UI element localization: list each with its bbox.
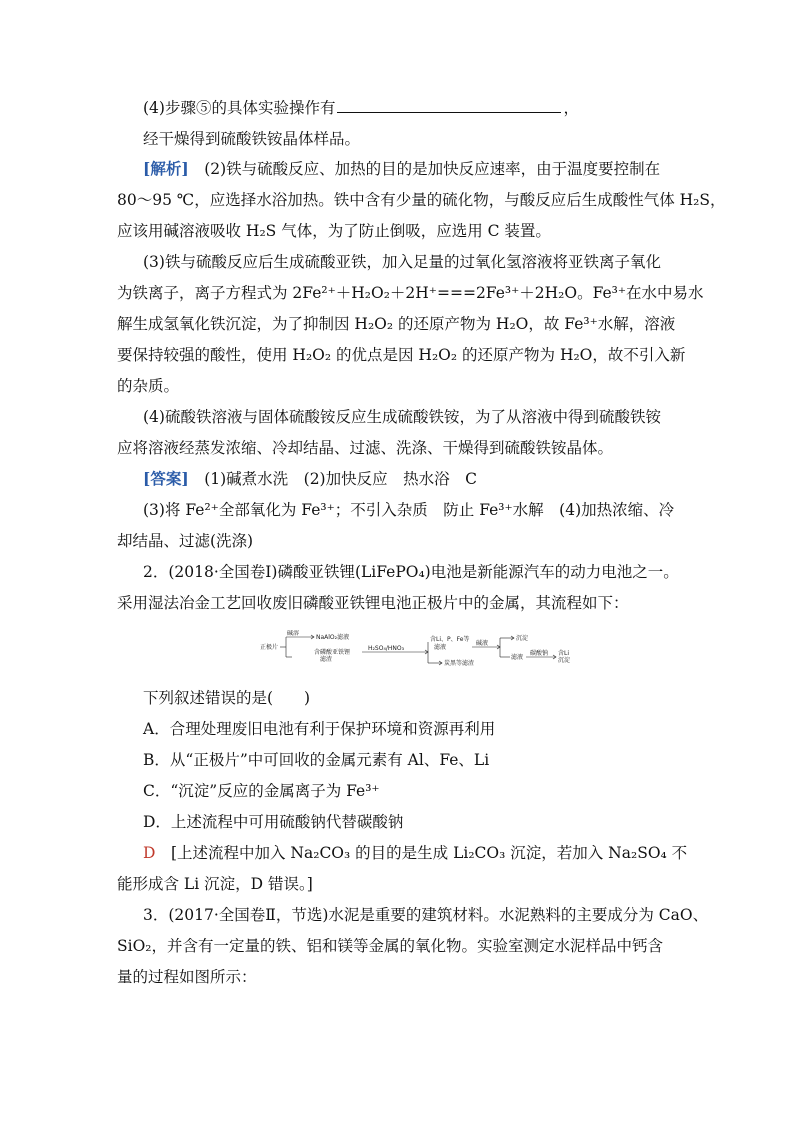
option-d: D．上述流程中可用硫酸钠代替碳酸钠 <box>143 813 404 831</box>
option-c: C．“沉淀”反应的金属离子为 Fe³⁺ <box>143 782 380 800</box>
analysis-line <box>143 159 660 179</box>
text-line: SiO₂，并含有一定量的铁、铝和镁等金属的氧化物。实验室测定水泥样品中钙含 <box>117 937 663 955</box>
text-line: (3)铁与硫酸反应后生成硫酸亚铁，加入足量的过氧化氢溶液将亚铁离子氧化 <box>143 253 661 271</box>
text-line: 要保持较强的酸性，使用 H₂O₂ 的优点是因 H₂O₂ 的还原产物为 H₂O，故不引入新 <box>117 346 686 364</box>
q4-text: (4)步骤⑤的具体实验操作有 <box>143 99 336 117</box>
flow-carbon: 炭黑等滤渣 <box>444 660 475 667</box>
option-a: A．合理处理废旧电池有利于保护环境和资源再利用 <box>143 720 496 738</box>
analysis-text: (2)铁与硫酸反应、加热的目的是加快反应速率，由于温度要控制在 <box>204 160 661 178</box>
flow-na2co3: 碳酸钠 <box>530 650 549 657</box>
flow-alkali: 碱溶 <box>287 630 300 637</box>
text-line: 80～95 ℃，应选择水浴加热。铁中含有少量的硫化物，与酸反应后生成酸性气体 H₂S， <box>117 191 726 209</box>
explanation-text: [上述流程中加入 Na₂CO₃ 的目的是生成 Li₂CO₃ 沉淀，若加入 Na₂SO₄ 不 <box>170 844 688 862</box>
text-line: 应该用碱溶液吸收 H₂S 气体，为了防止倒吸，应选用 C 装置。 <box>117 222 551 240</box>
process-flow-diagram <box>258 630 578 678</box>
text-line: 应将溶液经蒸发浓缩、冷却结晶、过滤、洗涤、干燥得到硫酸铁铵晶体。 <box>117 439 614 457</box>
text-line: 解生成氢氧化铁沉淀，为了抑制因 H₂O₂ 的还原产物为 H₂O，故 Fe³⁺水解，溶液 <box>117 315 676 333</box>
text-line: 量的过程如图所示： <box>117 968 257 986</box>
flow-liquor: 含Li、P、Fe等 <box>430 636 470 643</box>
question-3-stem: 3．(2017·全国卷Ⅱ，节选)水泥是重要的建筑材料。水泥熟料的主要成分为 CaO、 <box>143 906 709 924</box>
flow-liquor-label: 滤液 <box>434 644 447 651</box>
flow-naalo2: NaAlO₂滤液 <box>316 634 350 641</box>
answer-text: (1)碱煮水洗 (2)加快反应 热水浴 C <box>204 470 477 488</box>
text-line: 却结晶、过滤(洗涤) <box>117 532 254 550</box>
text-line: 下列叙述错误的是( ) <box>143 689 311 707</box>
option-b: B．从“正极片”中可回收的金属元素有 Al、Fe、Li <box>143 751 490 769</box>
flow-alkali2: 碱液 <box>476 640 489 647</box>
answer-line <box>143 469 477 489</box>
flow-residue: 含磷酸亚铁锂 <box>314 649 351 656</box>
text-line: 经干燥得到硫酸铁铵晶体样品。 <box>143 130 361 148</box>
answer-tag: [答案] <box>143 469 189 488</box>
text-line: (4)硫酸铁溶液与固体硫酸铵反应生成硫酸铁铵，为了从溶液中得到硫酸铁铵 <box>143 408 661 426</box>
analysis-tag: [解析] <box>143 159 189 178</box>
flow-li-precip: 含Li <box>558 650 570 657</box>
answer-explanation <box>143 843 687 863</box>
answer-blank <box>337 98 561 113</box>
text-line: 的杂质。 <box>117 377 180 395</box>
text-line: 采用湿法冶金工艺回收废旧磷酸亚铁锂电池正极片中的金属，其流程如下： <box>117 594 629 612</box>
flow-start: 正极片 <box>260 644 279 651</box>
answer-choice: D <box>143 844 156 862</box>
flow-precip: 沉淀 <box>516 635 529 642</box>
text-line: (3)将 Fe²⁺全部氧化为 Fe³⁺；不引入杂质 防止 Fe³⁺水解 (4)加热浓缩、冷 <box>143 501 675 519</box>
flow-li-precip-label: 沉淀 <box>558 657 571 664</box>
flow-filtrate: 滤液 <box>511 654 524 661</box>
flow-residue-label: 滤渣 <box>320 656 333 663</box>
text-line: 能形成含 Li 沉淀，D 错误。] <box>117 875 313 893</box>
q4-comma: ， <box>563 99 579 117</box>
text-line: 为铁离子，离子方程式为 2Fe²⁺＋H₂O₂＋2H⁺===2Fe³⁺＋2H₂O。Fe³⁺在水中易水 <box>117 284 704 302</box>
q4-step5-line <box>143 98 579 118</box>
question-2-stem: 2．(2018·全国卷Ⅰ)磷酸亚铁锂(LiFePO₄)电池是新能源汽车的动力电池之一。 <box>143 563 679 581</box>
flow-acid: H₂SO₄/HNO₃ <box>368 645 405 652</box>
